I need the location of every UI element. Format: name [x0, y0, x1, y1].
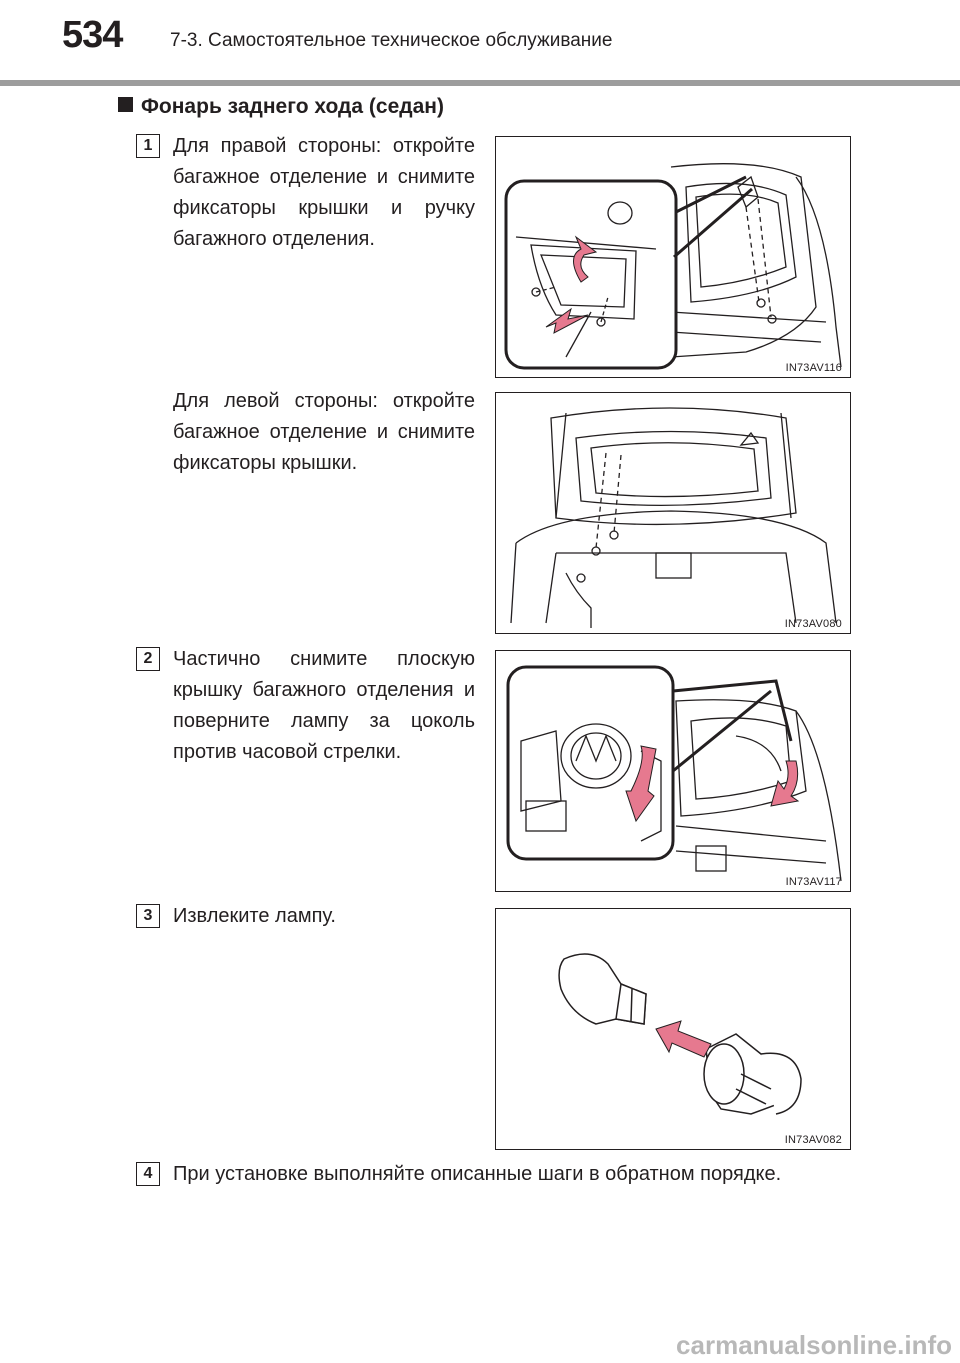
step-number-2: 2	[136, 647, 160, 671]
figure-code-1: IN73AV116	[785, 362, 842, 374]
step-2-text: Частично снимите плоскую крышку багажного отделения и поверните лампу за цоколь против часовой стрелки.	[173, 648, 475, 763]
figure-code-2: IN73AV080	[784, 618, 842, 630]
section-title-text: Фонарь заднего хода (седан)	[141, 95, 444, 118]
section-title	[118, 95, 444, 119]
header-rule	[0, 80, 960, 86]
step-number-3: 3	[136, 904, 160, 928]
figure-trunk-left-side	[495, 392, 851, 634]
figure-remove-bulb	[495, 908, 851, 1150]
figure-rotate-bulb-socket	[495, 650, 851, 892]
square-bullet-icon	[118, 97, 133, 112]
socket-rotate-illustration	[496, 651, 849, 890]
step-number-1: 1	[136, 134, 160, 158]
step-1-text-right-side: Для правой стороны: откройте багажное отделение и снимите фиксаторы крышки и ручку багажного отделения.	[173, 135, 475, 250]
watermark: carmanualsonline.info	[676, 1330, 952, 1360]
step-1-text-left-side: Для левой стороны: откройте багажное отделение и снимите фиксаторы крышки.	[173, 390, 475, 474]
figure-code-3: IN73AV117	[785, 876, 842, 888]
figure-trunk-right-side	[495, 136, 851, 378]
trunk-left-illustration	[496, 393, 849, 632]
chapter-title: 7-3. Самостоятельное техническое обслуживание	[170, 30, 613, 51]
step-3-text: Извлеките лампу.	[173, 905, 336, 927]
step-4-text: При установке выполняйте описанные шаги в обратном порядке.	[173, 1163, 782, 1185]
page-number: 534	[62, 14, 123, 56]
bulb-removal-illustration	[496, 909, 849, 1148]
step-number-4: 4	[136, 1162, 160, 1186]
trunk-right-illustration	[496, 137, 849, 376]
figure-code-4: IN73AV082	[784, 1134, 842, 1146]
